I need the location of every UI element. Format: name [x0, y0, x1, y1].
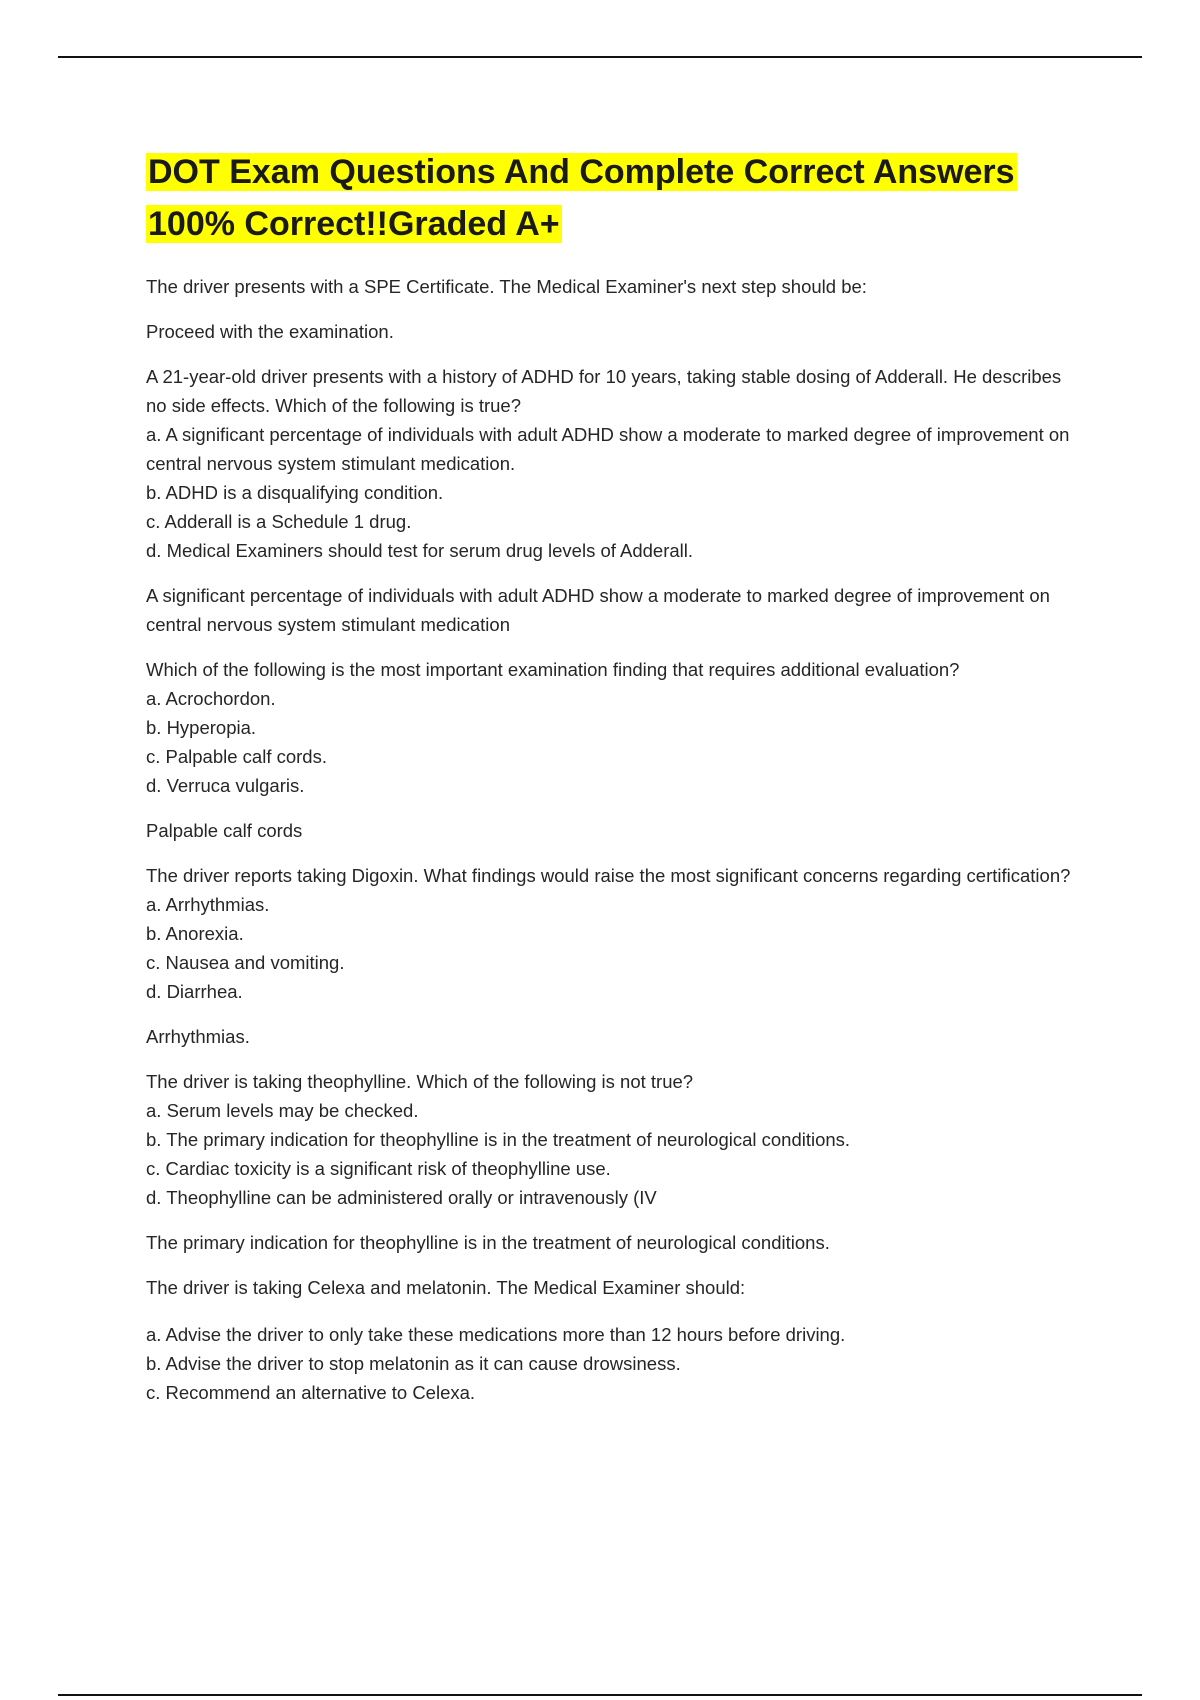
question-4-option-c: c. Nausea and vomiting.: [146, 952, 345, 973]
question-3-option-b: b. Hyperopia.: [146, 717, 257, 738]
answer-4: Arrhythmias.: [146, 1026, 250, 1047]
question-5: The driver is taking theophylline. Which of the following is not true?: [146, 1071, 694, 1092]
question-6-block: [146, 1273, 1086, 1407]
document-title: [146, 146, 1086, 250]
question-2: A 21-year-old driver presents with a history of ADHD for 10 years, taking stable dosing of Adderall. He describes no side effects. Which of the following is true?: [146, 366, 1062, 416]
question-4: The driver reports taking Digoxin. What findings would raise the most significant concerns regarding certification?: [146, 865, 1071, 886]
question-5-option-c: c. Cardiac toxicity is a significant risk of theophylline use.: [146, 1158, 611, 1179]
title-highlight: DOT Exam Questions And Complete Correct Answers 100% Correct!!Graded A+: [148, 153, 1015, 243]
question-3-option-a: a. Acrochordon.: [146, 688, 276, 709]
question-6-option-b: b. Advise the driver to stop melatonin as it can cause drowsiness.: [146, 1353, 681, 1374]
question-6-option-a: a. Advise the driver to only take these medications more than 12 hours before driving.: [146, 1324, 846, 1345]
header-rule: [58, 56, 1142, 58]
question-6-spacer: [146, 1302, 1086, 1320]
answer-5: The primary indication for theophylline is in the treatment of neurological conditions.: [146, 1232, 830, 1253]
question-4-block: [146, 861, 1086, 1006]
question-1: The driver presents with a SPE Certificate. The Medical Examiner's next step should be:: [146, 276, 867, 297]
question-4-option-b: b. Anorexia.: [146, 923, 244, 944]
question-5-option-d: d. Theophylline can be administered orally or intravenously (IV: [146, 1187, 657, 1208]
answer-1: Proceed with the examination.: [146, 321, 394, 342]
question-2-option-b: b. ADHD is a disqualifying condition.: [146, 482, 444, 503]
question-3-option-d: d. Verruca vulgaris.: [146, 775, 305, 796]
question-6-option-c: c. Recommend an alternative to Celexa.: [146, 1382, 476, 1403]
question-4-option-d: d. Diarrhea.: [146, 981, 243, 1002]
footer-rule: [58, 1694, 1142, 1696]
document-body: [146, 146, 1086, 1423]
answer-3: Palpable calf cords: [146, 820, 303, 841]
answer-2: A significant percentage of individuals with adult ADHD show a moderate to marked degree of improvement on central nervous system stimulant medication: [146, 585, 1050, 635]
question-3: Which of the following is the most important examination finding that requires additional evaluation?: [146, 659, 960, 680]
question-5-option-b: b. The primary indication for theophylline is in the treatment of neurological conditions.: [146, 1129, 851, 1150]
question-6: The driver is taking Celexa and melatonin. The Medical Examiner should:: [146, 1277, 746, 1298]
question-5-block: [146, 1067, 1086, 1212]
question-3-block: [146, 655, 1086, 800]
question-3-option-c: c. Palpable calf cords.: [146, 746, 327, 767]
question-2-block: [146, 362, 1086, 565]
question-2-option-c: c. Adderall is a Schedule 1 drug.: [146, 511, 412, 532]
question-2-option-d: d. Medical Examiners should test for serum drug levels of Adderall.: [146, 540, 694, 561]
question-4-option-a: a. Arrhythmias.: [146, 894, 270, 915]
question-5-option-a: a. Serum levels may be checked.: [146, 1100, 419, 1121]
question-2-option-a: a. A significant percentage of individuals with adult ADHD show a moderate to marked degree of improvement on central nervous system stimulant medication.: [146, 424, 1070, 474]
